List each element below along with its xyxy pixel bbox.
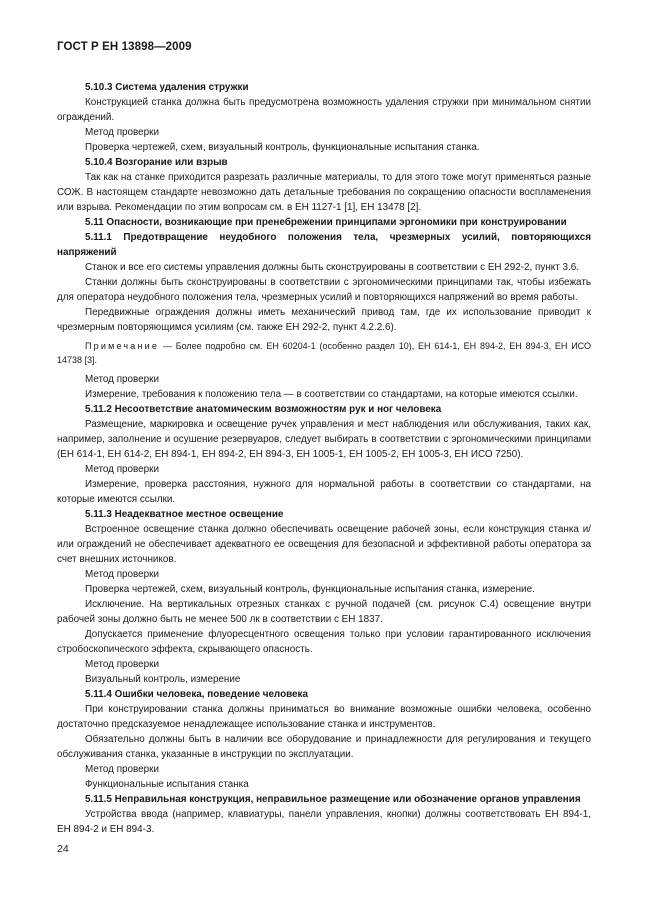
section-heading: 5.11 Опасности, возникающие при пренебрежении принципами эргономики при конструировании	[85, 217, 567, 228]
body-paragraph: Обязательно должны быть в наличии все оборудование и принадлежности для регулирования и текущего обслуживания станка, указанные в инструкции по эксплуатации.	[57, 734, 591, 760]
body-paragraph: Метод проверки	[85, 569, 159, 580]
body-paragraph: Проверка чертежей, схем, визуальный контроль, функциональные испытания станка, измерение.	[85, 584, 535, 595]
note-label: Примечание	[85, 341, 160, 351]
section-heading: 5.11.4 Ошибки человека, поведение человека	[85, 689, 308, 700]
section-heading: 5.11.3 Неадекватное местное освещение	[85, 509, 284, 520]
body-paragraph: Визуальный контроль, измерение	[85, 674, 241, 685]
body-paragraph: При конструировании станка должны приниматься во внимание возможные ошибки человека, особенно достаточно предсказуемое ненадлежащее использование станка и инструментов.	[57, 704, 591, 730]
body-paragraph: Метод проверки	[85, 659, 159, 670]
body-paragraph: Проверка чертежей, схем, визуальный контроль, функциональные испытания станка.	[85, 142, 480, 153]
section-heading: 5.10.3 Система удаления стружки	[85, 82, 249, 93]
section-heading: 5.11.1 Предотвращение неудобного положения тела, чрезмерных усилий, повторяющихся напряжений	[57, 232, 591, 258]
body-paragraph: Функциональные испытания станка	[85, 779, 249, 790]
body-paragraph: Исключение. На вертикальных отрезных станках с ручной подачей (см. рисунок С.4) освещение внутри рабочей зоны должно быть не менее 500 лк в соответствии с ЕН 1837.	[57, 599, 591, 625]
body-paragraph: Устройства ввода (например, клавиатуры, панели управления, кнопки) должны соответствовать ЕН 894-1, ЕН 894-2 и ЕН 894-3.	[57, 809, 591, 835]
page-number: 24	[57, 843, 69, 855]
body-paragraph: Измерение, проверка расстояния, нужного для нормальной работы в соответствии со стандартами, на которые имеются ссылки.	[57, 479, 591, 505]
body-paragraph: Передвижные ограждения должны иметь механический привод там, где их использование приводит к чрезмерным повторяющимся усилиям (см. также ЕН 292-2, пункт 4.2.2.6).	[57, 307, 591, 333]
body-paragraph: Метод проверки	[85, 464, 159, 475]
body-paragraph: Допускается применение флуоресцентного освещения только при условии гарантированного исключения стробоскопического эффекта, скрывающего опасность.	[57, 629, 591, 655]
section-heading: 5.11.2 Несоответствие анатомическим возможностям рук и ног человека	[85, 404, 442, 415]
body-paragraph: Станок и все его системы управления должны быть сконструированы в соответствии с ЕН 292-2, пункт 3.6.	[85, 262, 579, 273]
document-header: ГОСТ Р ЕН 13898—2009	[57, 41, 192, 53]
body-paragraph: Метод проверки	[85, 764, 159, 775]
section-heading: 5.10.4 Возгорание или взрыв	[85, 157, 228, 168]
document-body	[57, 80, 591, 837]
body-paragraph: Размещение, маркировка и освещение ручек управления и мест наблюдения или обслуживания, таких как, например, заполнение и осушение резервуаров, следует выбирать в соответствии с эргономическими принципами (ЕН 614-1, ЕН 614-2, ЕН 894-1, ЕН 894-2, ЕН 894-3, ЕН 1005-1, ЕН 1005-2, ЕН 1005-3, ЕН ИСО 7250).	[57, 419, 591, 460]
note-paragraph	[57, 339, 591, 367]
body-paragraph: Встроенное освещение станка должно обеспечивать освещение рабочей зоны, если конструкция станка и/или ограждений не обеспечивает адекватного ее освещения для безопасной и эффективной работы оператора за счет внешних источников.	[57, 524, 591, 565]
note-text: — Более подробно см. ЕН 60204-1 (особенно раздел 10), ЕН 614-1, ЕН 894-2, ЕН 894-3, ЕН ИСО 14738 [3].	[57, 341, 591, 365]
body-paragraph: Конструкцией станка должна быть предусмотрена возможность удаления стружки при минимальном снятии ограждений.	[57, 97, 591, 123]
body-paragraph: Станки должны быть сконструированы в соответствии с эргономическими принципами так, чтобы избежать для оператора неудобного положения тела, чрезмерных усилий и повторяющихся напряжений во время работы.	[57, 277, 591, 303]
body-paragraph: Метод проверки	[85, 374, 159, 385]
body-paragraph: Измерение, требования к положению тела — в соответствии со стандартами, на которые имеются ссылки.	[85, 389, 578, 400]
body-paragraph: Так как на станке приходится разрезать различные материалы, то для этого тоже могут применяться разные СОЖ. В настоящем стандарте невозможно дать детальные требования по сокращению опасности воспламенения или взрыва. Рекомендации по этим вопросам см. в ЕН 1127-1 [1], ЕН 13478 [2].	[57, 172, 591, 213]
section-heading: 5.11.5 Неправильная конструкция, неправильное размещение или обозначение органов управления	[85, 794, 581, 805]
body-paragraph: Метод проверки	[85, 127, 159, 138]
